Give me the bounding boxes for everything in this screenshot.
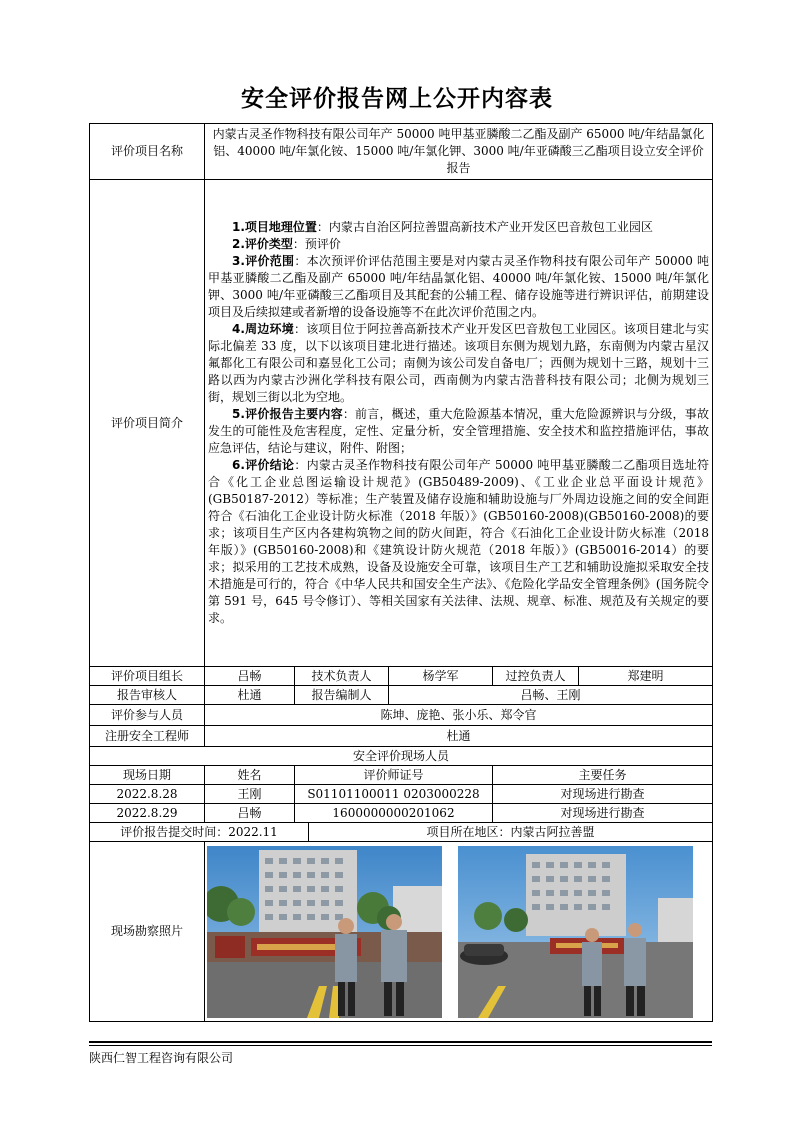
- engineer-value: 杜通: [205, 726, 713, 747]
- site-photo-2: [458, 846, 693, 1018]
- site-header-row: [90, 766, 713, 785]
- summary-head: 3.评价范围: [232, 254, 295, 268]
- footer-company: 陕西仁智工程咨询有限公司: [89, 1051, 234, 1065]
- summary-label: 评价项目简介: [90, 180, 205, 667]
- site-task: 对现场进行勘查: [493, 804, 713, 823]
- participants-value: 陈坤、庞艳、张小乐、郑令官: [205, 705, 713, 726]
- site-section-title: 安全评价现场人员: [90, 747, 713, 766]
- summary-body: ：预评价: [292, 237, 341, 251]
- site-photo-1: [207, 846, 442, 1018]
- site-date: 2022.8.29: [90, 804, 205, 823]
- summary-item-conclusion: [208, 457, 709, 627]
- process-value: 郑建明: [579, 667, 713, 686]
- summary-body: ：本次预评价评估范围主要是对内蒙古灵圣作物科技有限公司年产 50000 吨甲基亚膦酸二乙酯及副产 65000 吨/年结晶氯化铝、40000 吨/年氯化铵、15000 吨/年氯化钾、3000 吨/年亚磷酸三乙酯项目及其配套的公辅工程、储存设施等进行辨识评估，前期建设项目及后续拟建或者新增的设备设施等不在此次评价范围之内。: [208, 254, 709, 319]
- photo-label: 现场勘察照片: [90, 842, 205, 1022]
- site-header-date: 现场日期: [90, 766, 205, 785]
- site-header-name: 姓名: [205, 766, 295, 785]
- summary-head: 4.周边环境: [232, 322, 294, 336]
- leader-label: 评价项目组长: [90, 667, 205, 686]
- summary-head: 1.项目地理位置: [232, 220, 317, 234]
- site-header-task: 主要任务: [493, 766, 713, 785]
- tech-label: 技术负责人: [295, 667, 389, 686]
- photo-cell: [205, 842, 713, 1022]
- summary-item-contents: [208, 406, 709, 457]
- process-label: 过控负责人: [493, 667, 579, 686]
- tech-value: 杨学军: [389, 667, 493, 686]
- project-name-label: 评价项目名称: [90, 124, 205, 180]
- summary-body: ：该项目位于阿拉善高新技术产业开发区巴音敖包工业园区。该项目建北与实际北偏差 33 度，以下以该项目建北进行描述。该项目东侧为规划九路，东南侧为内蒙古星汉氟都化工有限公司和嘉昱化工公司；南侧为该公司发自备电厂；西侧为规划十三路，规划十三路以西为内蒙古沙洲化学科技有限公司，西南侧为内蒙古浩普科技有限公司；北侧为规划三街，规划三街以北为空地。: [208, 322, 709, 404]
- reviewer-value: 杜通: [205, 686, 295, 705]
- site-name: 吕畅: [205, 804, 295, 823]
- site-date: 2022.8.28: [90, 785, 205, 804]
- site-cert: S01101100011 0203000228: [295, 785, 493, 804]
- table-row: [90, 804, 713, 823]
- author-value: 吕畅、王刚: [389, 686, 713, 705]
- reviewer-label: 报告审核人: [90, 686, 205, 705]
- summary-body: ：前言，概述，重大危险源基本情况，重大危险源辨识与分级，事故发生的可能性及危害程度，定性、定量分析，安全管理措施、安全技术和监控措施评估，事故应急评估，结论与建议，附件、附图；: [208, 407, 709, 455]
- summary-item-location: [208, 219, 709, 236]
- leader-value: 吕畅: [205, 667, 295, 686]
- site-name: 王刚: [205, 785, 295, 804]
- summary-body: ：内蒙古自治区阿拉善盟高新技术产业开发区巴音敖包工业园区: [316, 220, 653, 234]
- participants-label: 评价参与人员: [90, 705, 205, 726]
- summary-item-surroundings: [208, 321, 709, 406]
- summary-item-scope: [208, 253, 709, 321]
- submit-time: 评价报告提交时间：2022.11: [90, 823, 309, 842]
- summary-head: 5.评价报告主要内容: [232, 407, 343, 421]
- summary-item-type: [208, 236, 709, 253]
- page-title: 安全评价报告网上公开内容表: [241, 86, 553, 112]
- footer-divider-thin: [89, 1045, 712, 1046]
- engineer-label: 注册安全工程师: [90, 726, 205, 747]
- project-location: 项目所在地区：内蒙古阿拉善盟: [309, 823, 713, 842]
- site-cert: 1600000000201062: [295, 804, 493, 823]
- site-header-cert: 评价师证号: [295, 766, 493, 785]
- site-task: 对现场进行勘查: [493, 785, 713, 804]
- author-label: 报告编制人: [295, 686, 389, 705]
- summary-head: 2.评价类型: [232, 237, 293, 251]
- info-table: [89, 123, 713, 1022]
- project-name: 内蒙古灵圣作物科技有限公司年产 50000 吨甲基亚膦酸二乙酯及副产 65000 吨/年结晶氯化铝、40000 吨/年氯化铵、15000 吨/年氯化钾、3000 吨/年亚磷酸三乙酯项目设立安全评价报告: [205, 124, 713, 180]
- summary-cell: [205, 180, 713, 667]
- table-row: [90, 785, 713, 804]
- summary-head: 6.评价结论: [232, 458, 295, 472]
- footer-divider: [89, 1041, 712, 1043]
- summary-body: ：内蒙古灵圣作物科技有限公司年产 50000 吨甲基亚膦酸二乙酯项目选址符合《化工企业总图运输设计规范》(GB50489-2009)、《工业企业总平面设计规范》(GB50187-2012）等标准；生产装置及储存设施和辅助设施与厂外周边设施之间的安全间距符合《石油化工企业设计防火标准（2018 年版）》(GB50160-2008)(GB50160-2008)的要求；该项目生产区内各建构筑物之间的防火间距，符合《石油化工企业设计防火标准（2018 年版）》(GB50160-2008)和《建筑设计防火规范（2018 年版）》(GB50016-2014）的要求；拟采用的工艺技术成熟，设备及设施安全可靠，该项目生产工艺和辅助设施拟采取安全技术措施是可行的，符合《中华人民共和国安全生产法》、《危险化学品安全管理条例》(国务院令第 591 号，645 号令修订）、等相关国家有关法律、法规、规章、标准、规范及有关规定的要求。: [208, 458, 709, 625]
